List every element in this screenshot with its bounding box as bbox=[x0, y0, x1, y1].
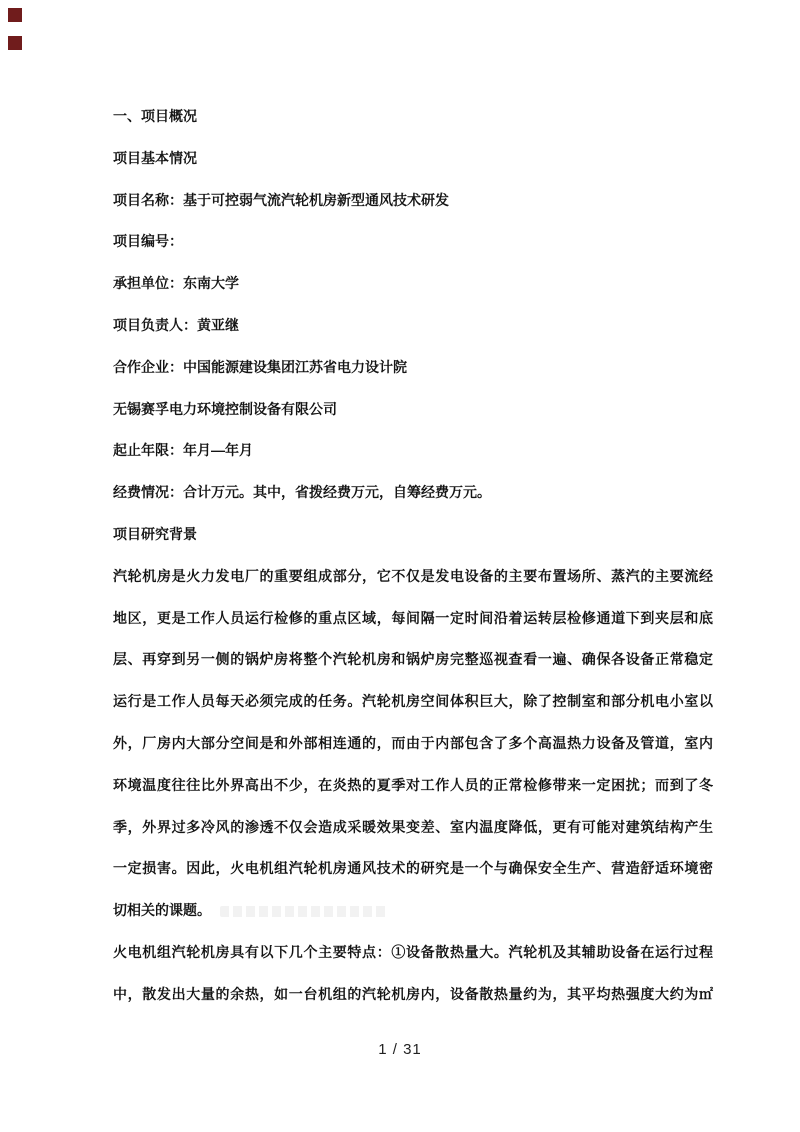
paragraph-background-line: 一定损害。因此，火电机组汽轮机房通风技术的研究是一个与确保安全生产、营造舒适环境密 bbox=[113, 860, 713, 877]
heading-project-overview: 一、项目概况 bbox=[113, 108, 197, 124]
field-funding: 经费情况：合计万元。其中，省拨经费万元，自筹经费万元。 bbox=[113, 484, 491, 501]
paragraph-background-line: 地区，更是工作人员运行检修的重点区域，每间隔一定时间沿着运转层检修通道下到夹层和底 bbox=[113, 609, 713, 626]
field-partner-enterprises: 合作企业：中国能源建设集团江苏省电力设计院 bbox=[113, 358, 407, 375]
paragraph-background-line: 层、再穿到另一侧的锅炉房将整个汽轮机房和锅炉房完整巡视查看一遍、确保各设备正常稳定 bbox=[113, 651, 713, 668]
paragraph-background-line-end: 切相关的课题。 bbox=[113, 902, 211, 919]
paragraph-background-line: 运行是工作人员每天必须完成的任务。汽轮机房空间体积巨大，除了控制室和部分机电小室以 bbox=[113, 693, 713, 710]
field-duration: 起止年限：年月—年月 bbox=[113, 442, 253, 459]
field-project-name: 项目名称：基于可控弱气流汽轮机房新型通风技术研发 bbox=[113, 191, 449, 208]
page-number: 1 / 31 bbox=[378, 1041, 422, 1058]
corner-mark bbox=[8, 36, 22, 50]
field-partner-enterprises-cont: 无锡赛孚电力环境控制设备有限公司 bbox=[113, 400, 337, 417]
paragraph-features-line: 中，散发出大量的余热，如一台机组的汽轮机房内，设备散热量约为，其平均热强度大约为㎡ bbox=[113, 985, 713, 1002]
corner-mark bbox=[8, 8, 22, 22]
heading-basic-info: 项目基本情况 bbox=[113, 149, 197, 166]
field-undertaking-unit: 承担单位：东南大学 bbox=[113, 275, 239, 292]
paragraph-features-line: 火电机组汽轮机房具有以下几个主要特点：①设备散热量大。汽轮机及其辅助设备在运行过程 bbox=[113, 943, 713, 960]
paragraph-background-line: 汽轮机房是火力发电厂的重要组成部分，它不仅是发电设备的主要布置场所、蒸汽的主要流经 bbox=[113, 567, 713, 584]
field-project-leader: 项目负责人：黄亚继 bbox=[113, 316, 239, 333]
paragraph-background-line: 环境温度往往比外界高出不少，在炎热的夏季对工作人员的正常检修带来一定困扰；而到了冬 bbox=[113, 776, 713, 793]
document-body bbox=[113, 96, 713, 1016]
heading-research-background: 项目研究背景 bbox=[113, 525, 197, 542]
faint-watermark bbox=[220, 906, 387, 917]
paragraph-background-line: 外，厂房内大部分空间是和外部相连通的，而由于内部包含了多个高温热力设备及管道，室内 bbox=[113, 734, 713, 751]
paragraph-background-line: 季，外界过多冷风的渗透不仅会造成采暖效果变差、室内温度降低，更有可能对建筑结构产生 bbox=[113, 818, 713, 835]
field-project-number: 项目编号： bbox=[113, 233, 183, 250]
